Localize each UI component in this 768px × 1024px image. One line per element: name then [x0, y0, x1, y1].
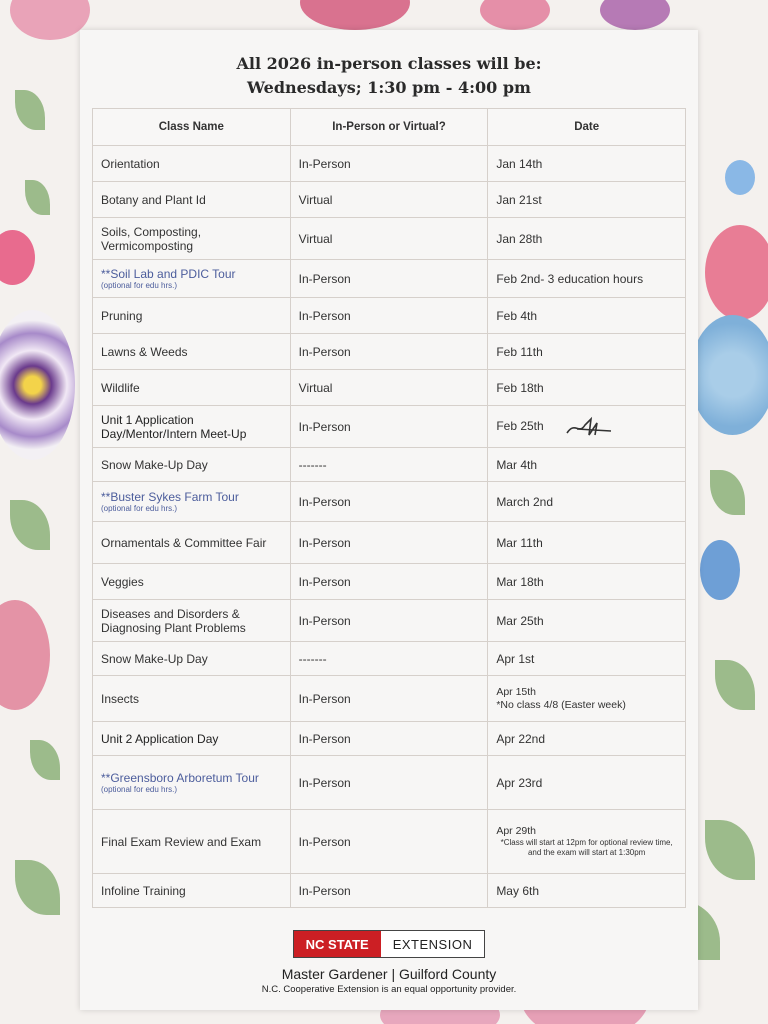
pink-flower-decoration [0, 230, 35, 285]
table-row [93, 676, 686, 722]
class-name-cell: Lawns & Weeds [93, 334, 291, 370]
blue-flower-decoration [700, 540, 740, 600]
date-cell: Mar 25th [488, 600, 686, 642]
class-name-cell: Snow Make-Up Day [93, 642, 291, 676]
leaf-decoration [30, 740, 60, 780]
class-name-cell: Pruning [93, 298, 291, 334]
logo-ncstate: NC STATE [294, 931, 381, 957]
class-name-cell: Unit 1 Application Day/Mentor/Intern Meet-Up [93, 406, 291, 448]
mode-cell: In-Person [290, 260, 488, 298]
mode-cell: ------- [290, 642, 488, 676]
optional-note: (optional for edu hrs.) [101, 785, 178, 794]
date-cell [488, 406, 686, 448]
class-name-cell: Ornamentals & Committee Fair [93, 522, 291, 564]
table-row [93, 722, 686, 756]
table-row [93, 564, 686, 600]
class-name-cell: Snow Make-Up Day [93, 448, 291, 482]
mode-cell: In-Person [290, 722, 488, 756]
date-cell: Feb 11th [488, 334, 686, 370]
pink-flower-decoration [10, 0, 90, 40]
mode-cell: In-Person [290, 676, 488, 722]
date-note: *No class 4/8 (Easter week) [496, 698, 626, 711]
date-cell [488, 810, 686, 874]
column-header-class-name: Class Name [93, 109, 291, 146]
class-name-cell: Insects [93, 676, 291, 722]
leaf-decoration [705, 820, 755, 880]
table-row [93, 370, 686, 406]
table-row [93, 448, 686, 482]
class-name-cell [93, 260, 291, 298]
pink-flower-decoration [480, 0, 550, 30]
leaf-decoration [15, 860, 60, 915]
tour-name: **Buster Sykes Farm Tour [101, 490, 239, 504]
table-row [93, 260, 686, 298]
mode-cell: In-Person [290, 522, 488, 564]
date-note: *Class will start at 12pm for optional review time, and the exam will start at 1:30pm [500, 838, 673, 857]
date-cell: Apr 23rd [488, 756, 686, 810]
tour-name: **Greensboro Arboretum Tour [101, 771, 259, 785]
class-name-cell: Veggies [93, 564, 291, 600]
mode-cell: In-Person [290, 334, 488, 370]
handwritten-mark [565, 415, 615, 439]
date-cell: May 6th [488, 874, 686, 908]
leaf-decoration [710, 470, 745, 515]
date-cell: Mar 11th [488, 522, 686, 564]
mode-cell: In-Person [290, 600, 488, 642]
date-cell: Feb 4th [488, 298, 686, 334]
table-row [93, 482, 686, 522]
class-name-cell: Wildlife [93, 370, 291, 406]
heading-line-1: All 2026 in-person classes will be: [236, 54, 542, 73]
ncstate-extension-logo [293, 930, 486, 958]
table-row [93, 522, 686, 564]
table-row [93, 756, 686, 810]
mode-cell: In-Person [290, 146, 488, 182]
logo-extension: EXTENSION [381, 931, 485, 957]
table-row [93, 600, 686, 642]
equal-opportunity-statement: N.C. Cooperative Extension is an equal opportunity provider. [261, 984, 517, 995]
leaf-decoration [25, 180, 50, 215]
date-cell: Feb 2nd- 3 education hours [488, 260, 686, 298]
footer [80, 930, 698, 995]
date-cell: Mar 18th [488, 564, 686, 600]
program-name: Master Gardener | Guilford County [281, 966, 497, 982]
mode-cell: Virtual [290, 370, 488, 406]
table-row [93, 146, 686, 182]
class-name-cell: Final Exam Review and Exam [93, 810, 291, 874]
class-name-cell: Orientation [93, 146, 291, 182]
class-name-cell [93, 756, 291, 810]
date-cell: Jan 21st [488, 182, 686, 218]
pink-flower-decoration [300, 0, 410, 30]
table-header-row [93, 109, 686, 146]
column-header-mode: In-Person or Virtual? [290, 109, 488, 146]
table-row [93, 642, 686, 676]
mode-cell: In-Person [290, 810, 488, 874]
leaf-decoration [715, 660, 755, 710]
mode-cell: In-Person [290, 298, 488, 334]
mode-cell: In-Person [290, 874, 488, 908]
heading-line-2: Wednesdays; 1:30 pm - 4:00 pm [247, 78, 531, 97]
mode-cell: In-Person [290, 406, 488, 448]
table-row [93, 218, 686, 260]
date-cell [488, 676, 686, 722]
mode-cell: In-Person [290, 756, 488, 810]
table-row [93, 810, 686, 874]
pink-flower-decoration [705, 225, 768, 320]
table-row [93, 874, 686, 908]
hydrangea-decoration [690, 315, 768, 435]
date-cell: Jan 28th [488, 218, 686, 260]
purple-flower-decoration [600, 0, 670, 30]
class-schedule-table [92, 108, 686, 908]
table-row [93, 334, 686, 370]
date-cell: Apr 1st [488, 642, 686, 676]
pink-flower-decoration [0, 600, 50, 710]
column-header-date: Date [488, 109, 686, 146]
date-cell: March 2nd [488, 482, 686, 522]
date-text: Apr 15th [496, 685, 537, 698]
date-cell: Feb 18th [488, 370, 686, 406]
leaf-decoration [15, 90, 45, 130]
table-row [93, 182, 686, 218]
mode-cell: In-Person [290, 564, 488, 600]
class-name-cell: Unit 2 Application Day [93, 722, 291, 756]
class-name-cell: Soils, Composting, Vermicomposting [93, 218, 291, 260]
class-name-cell: Infoline Training [93, 874, 291, 908]
optional-note: (optional for edu hrs.) [101, 281, 178, 290]
blue-flower-decoration [725, 160, 755, 195]
tour-name: **Soil Lab and PDIC Tour [101, 267, 236, 281]
optional-note: (optional for edu hrs.) [101, 504, 178, 513]
table-row [93, 406, 686, 448]
table-row [93, 298, 686, 334]
mode-cell: Virtual [290, 218, 488, 260]
class-name-cell: Diseases and Disorders & Diagnosing Plant Problems [93, 600, 291, 642]
date-text: Apr 29th [496, 825, 537, 837]
mode-cell: Virtual [290, 182, 488, 218]
date-text: Feb 25th [496, 418, 544, 433]
class-name-cell: Botany and Plant Id [93, 182, 291, 218]
date-cell: Mar 4th [488, 448, 686, 482]
date-cell: Jan 14th [488, 146, 686, 182]
page-heading [80, 52, 698, 100]
leaf-decoration [10, 500, 50, 550]
mode-cell: ------- [290, 448, 488, 482]
date-cell: Apr 22nd [488, 722, 686, 756]
mode-cell: In-Person [290, 482, 488, 522]
class-name-cell [93, 482, 291, 522]
schedule-sheet [80, 30, 698, 1010]
passionflower-decoration [0, 310, 75, 460]
